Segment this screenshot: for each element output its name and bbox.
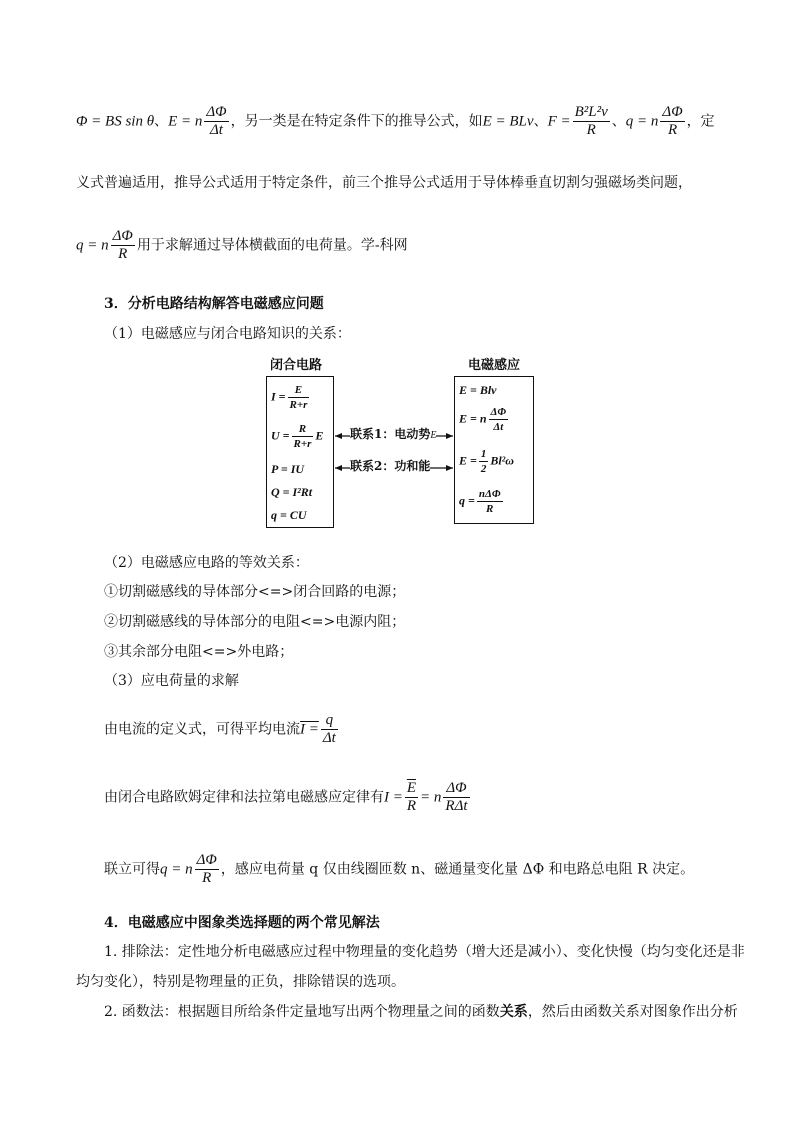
charge-fraction: $\frac{\Delta\Phi}{R}$ xyxy=(662,104,683,138)
average-current-lhs: I = xyxy=(300,721,319,738)
force-formula-lhs: F = xyxy=(547,113,571,130)
diagram-right-title: 电磁感应 xyxy=(468,358,521,373)
line-text-rest: ，感应电荷量 q 仅由线圈匝数 n、磁通量变化量 ΔΦ 和电路总电阻 R 决定。 xyxy=(220,861,695,878)
arrow-head-right xyxy=(446,433,453,439)
rotating-emf-formula xyxy=(459,447,514,476)
equals-n: = n xyxy=(420,789,442,806)
intro-line-1 xyxy=(76,104,715,139)
average-current-lhs: I = xyxy=(384,789,403,806)
link-2-label: 联系2：功和能 xyxy=(350,459,431,473)
motional-emf-formula: E = BLv xyxy=(482,113,534,130)
intro-line-3 xyxy=(76,228,408,263)
equivalence-2: ②切割磁感线的导体部分的电阻<=>电源内阻； xyxy=(104,614,406,630)
emf-fraction: $\frac{\Delta\Phi}{\Delta t}$ xyxy=(206,104,227,138)
average-current-fraction: $\frac{q}{\Delta t}$ xyxy=(322,712,336,746)
current-formula xyxy=(271,383,311,412)
flux-formula: Φ = BS sin θ xyxy=(76,113,155,130)
equivalence-3: ③其余部分电阻<=>外电路； xyxy=(104,644,294,660)
section-3-sub-2: （2）电磁感应电路的等效关系： xyxy=(104,555,309,571)
separator: 、 xyxy=(154,113,169,130)
separator: 、 xyxy=(533,113,548,130)
ohm-faraday-line xyxy=(104,780,472,815)
section-3-sub-3: （3）应电荷量的求解 xyxy=(104,673,239,689)
link-1-symbol: E xyxy=(430,430,437,441)
arrow-head-right xyxy=(446,465,453,471)
section-3-sub-1: （1）电磁感应与闭合电路知识的关系： xyxy=(104,326,351,342)
average-current-line xyxy=(104,712,340,747)
emf-formula-lhs: E = n xyxy=(168,113,203,130)
motional-emf-formula: E = Blv xyxy=(459,383,497,397)
method-2-bold-text: 关系 xyxy=(499,1004,528,1020)
formula-lhs: q = xyxy=(459,493,475,508)
diagram-left-title: 闭合电路 xyxy=(270,358,323,373)
formula-fraction: $\frac{\text{nΔΦ}}{R}$ xyxy=(478,488,501,515)
force-fraction: $\frac{\text{B²L²v}}{R}$ xyxy=(574,104,608,138)
line-text: 由电流的定义式，可得平均电流 xyxy=(104,721,300,738)
charge-lhs: q = n xyxy=(160,861,193,878)
arrow-head-left xyxy=(335,433,342,439)
power-formula: P = IU xyxy=(271,462,305,476)
formula-lhs: U = xyxy=(271,428,290,443)
charge-result-line xyxy=(104,852,694,887)
formula-lhs: E = xyxy=(459,453,477,468)
link-1-label xyxy=(350,425,436,442)
line-text: 联立可得 xyxy=(104,861,160,878)
heat-formula: Q = I²Rt xyxy=(271,485,313,499)
flux-rate-fraction: $\frac{\Delta\Phi}{\text{RΔt}}$ xyxy=(445,780,468,814)
link-1-text: 联系1：电动势 xyxy=(350,427,431,441)
faraday-formula xyxy=(459,405,510,434)
induced-charge-formula xyxy=(459,487,505,516)
arrow-head-left xyxy=(335,465,342,471)
intro-line-end: ，定 xyxy=(686,113,715,130)
intro-text: ，另一类是在特定条件下的推导公式，如 xyxy=(230,113,483,130)
closed-circuit-box xyxy=(266,376,334,528)
section-4-heading: 4．电磁感应中图象类选择题的两个常见解法 xyxy=(104,915,380,931)
method-2-text-end: ，然后由函数关系对图象作出分析 xyxy=(527,1004,738,1020)
formula-rhs: Bl²ω xyxy=(490,453,514,468)
method-2-text: 2. 函数法：根据题目所给条件定量地写出两个物理量之间的函数 xyxy=(104,1004,500,1020)
capacitor-charge-formula: q = CU xyxy=(271,508,307,522)
emf-over-r-fraction: $\frac{\overline{E}}{R}$ xyxy=(406,780,417,814)
line-text: 由闭合电路欧姆定律和法拉第电磁感应定律有 xyxy=(104,789,384,806)
formula-fraction: $\frac{R}{R+r}$ xyxy=(293,423,312,450)
method-1-line-1: 1. 排除法：定性地分析电磁感应过程中物理量的变化趋势（增大还是减小）、变化快慢（均匀变化还是非 xyxy=(104,944,745,960)
method-1-line-2: 均匀变化），特别是物理量的正负，排除错误的选项。 xyxy=(76,974,405,990)
charge-formula-lhs: q = n xyxy=(76,237,109,254)
formula-fraction: $\frac{1}{2}$ xyxy=(480,448,487,475)
voltage-formula xyxy=(271,422,323,451)
equivalence-1: ①切割磁感线的导体部分<=>闭合回路的电源； xyxy=(104,584,406,600)
formula-fraction: $\frac{\Delta\Phi}{\Delta t}$ xyxy=(490,406,507,433)
method-2-line xyxy=(104,1001,738,1021)
formula-lhs: E = n xyxy=(459,411,487,426)
formula-rhs: E xyxy=(315,428,324,443)
section-3-heading: 3．分析电路结构解答电磁感应问题 xyxy=(104,296,324,312)
intro-line-3-text: 用于求解通过导体横截面的电荷量。学-科网 xyxy=(136,237,408,254)
separator: 、 xyxy=(611,113,626,130)
em-induction-box xyxy=(454,376,534,524)
charge-fraction: $\frac{\Delta\Phi}{R}$ xyxy=(112,228,133,262)
charge-fraction: $\frac{\Delta\Phi}{R}$ xyxy=(196,852,217,886)
charge-formula-lhs: q = n xyxy=(625,113,659,130)
formula-fraction: $\frac{E}{R+r}$ xyxy=(289,384,308,411)
formula-lhs: I = xyxy=(271,389,286,404)
intro-line-2: 义式普遍适用，推导公式适用于特定条件，前三个推导公式适用于导体棒垂直切割匀强磁场类问题， xyxy=(76,175,692,191)
